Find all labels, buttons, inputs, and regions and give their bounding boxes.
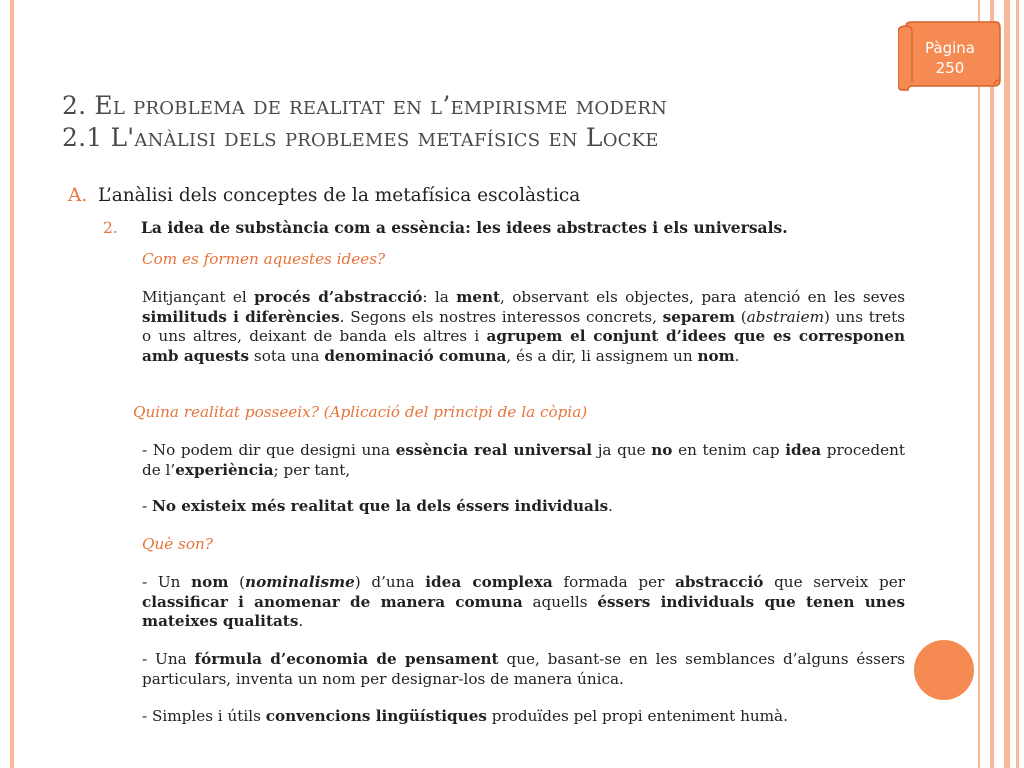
text-run: ( — [735, 307, 747, 326]
bold-run: idea — [785, 441, 822, 459]
paragraph-economy — [142, 650, 905, 689]
text-run: , és a dir, li assignem un — [506, 346, 698, 365]
title-line-2: 2.1 L'anàlisi dels problemes metafísics en Locke — [62, 123, 659, 152]
text-run: ) d’una — [354, 573, 426, 591]
text-run: sota una — [249, 346, 325, 365]
bold-run: essència real universal — [395, 441, 593, 459]
decorative-circle — [914, 640, 974, 700]
text-run: Mitjançant el — [142, 288, 255, 306]
paragraph-individuals — [142, 497, 905, 517]
text-run: - Simples i útils — [142, 707, 266, 725]
page-number-text — [908, 38, 992, 78]
title-line-1: 2. El problema de realitat en l’empirisme modern — [62, 91, 668, 120]
bold-run: experiència — [175, 460, 274, 479]
text-run: procedent de l’ — [142, 441, 906, 479]
text-run: formada per — [552, 573, 676, 591]
bullet-level-1 — [68, 184, 888, 208]
frame-line-right-2 — [990, 0, 994, 768]
paragraph-nominalism — [142, 573, 905, 632]
paragraph-abstraction — [142, 288, 905, 366]
bullet-marker-a: A. — [68, 185, 88, 206]
text-run: aquells — [522, 592, 598, 611]
frame-line-right-4 — [1016, 0, 1019, 768]
bold-run: procés d’abstracció — [254, 288, 423, 306]
bullet-level-2-text: La idea de substància com a essència: les idees abstractes i els universals. — [141, 218, 788, 237]
bold-run: agrupem el conjunt d’idees que es corresponen amb aquests — [142, 327, 905, 365]
page-number: 250 — [935, 59, 965, 77]
bold-run: similituds i diferències — [142, 307, 340, 326]
bold-run: éssers individuals que tenen unes mateixes qualitats — [142, 592, 906, 630]
bold-run: separem — [662, 307, 736, 326]
text-run: ; per tant, — [273, 460, 351, 479]
text-run: . Segons els nostres interessos concrets, — [339, 307, 663, 326]
text-run: produïdes pel propi enteniment humà. — [486, 707, 788, 725]
bold-run: classificar i anomenar de manera comuna — [142, 592, 523, 611]
bold-italic-run: nominalisme — [245, 573, 355, 591]
bold-run: idea complexa — [425, 573, 553, 591]
text-run: ( — [228, 573, 246, 591]
text-run: : la — [422, 288, 457, 306]
text-run: ja que — [592, 441, 652, 459]
question-formation: Com es formen aquestes idees? — [142, 250, 386, 268]
bullet-marker-2: 2. — [103, 219, 118, 237]
frame-line-right-3 — [1004, 0, 1010, 768]
slide-title — [62, 90, 902, 154]
bullet-level-2 — [103, 218, 913, 238]
text-run: . — [298, 612, 304, 630]
question-what-are: Què son? — [142, 535, 213, 553]
bold-run: abstracció — [675, 573, 764, 591]
text-run: ) uns trets o uns altres, deixant de banda els altres i — [142, 307, 905, 345]
text-run: que, basant-se en les semblances d’alguns éssers particulars, inventa un nom per designar-los de manera única. — [142, 650, 905, 688]
bold-run: no — [651, 441, 673, 459]
bold-run: nom — [697, 346, 735, 365]
paragraph-no-universal — [142, 441, 905, 480]
bold-run: denominació comuna — [324, 346, 507, 365]
paragraph-conventions — [142, 707, 905, 727]
text-run: . — [734, 346, 740, 365]
text-run: en tenim cap — [672, 441, 786, 459]
text-run: - No podem dir que designi una — [142, 441, 396, 459]
bullet-level-1-text: L’anàlisi dels conceptes de la metafísica escolàstica — [98, 185, 581, 206]
text-run: , observant els objectes, para atenció en les seves — [500, 288, 906, 306]
text-run: que serveix per — [763, 573, 905, 591]
text-run: - — [142, 497, 152, 515]
text-run: . — [608, 497, 613, 515]
bold-run: convencions lingüístiques — [265, 707, 487, 725]
bold-run: fórmula d’economia de pensament — [194, 650, 499, 668]
bold-run: No existeix més realitat que la dels éssers individuals — [151, 497, 609, 515]
page-label: Pàgina — [925, 39, 975, 57]
frame-line-left — [10, 0, 14, 768]
bold-run: ment — [456, 288, 501, 306]
page-number-badge — [898, 20, 1002, 92]
question-reality: Quina realitat posseeix? (Aplicació del principi de la còpia) — [133, 403, 588, 421]
italic-run: abstraiem — [746, 307, 824, 326]
text-run: - Una — [142, 650, 195, 668]
bold-run: nom — [191, 573, 229, 591]
frame-line-right-1 — [978, 0, 980, 768]
text-run: - Un — [142, 573, 192, 591]
